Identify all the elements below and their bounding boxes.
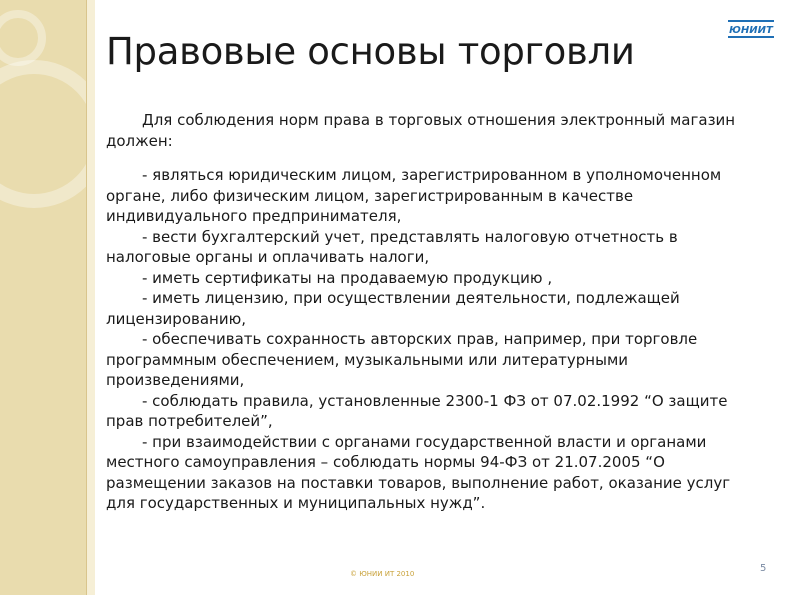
decorative-side-band	[0, 0, 86, 595]
slide-body	[106, 110, 746, 514]
list-item: - являться юридическим лицом, зарегистрированном в уполномоченном органе, либо физическим лицом, зарегистрированным в качестве индивидуального предпринимателя,	[106, 166, 722, 225]
logo-text: ЮНИИТ	[729, 25, 773, 36]
intro-paragraph: Для соблюдения норм права в торговых отношения электронный магазин должен:	[106, 111, 736, 150]
list-item: - иметь сертификаты на продаваемую продукцию ,	[142, 268, 553, 287]
page-number: 5	[760, 563, 767, 574]
slide-title: Правовые основы торговли	[106, 30, 635, 73]
decorative-band-edge	[86, 0, 95, 595]
list-item: - при взаимодействии с органами государственной власти и органами местного самоуправления – соблюдать нормы 94-ФЗ от 21.07.2005 “О размещении заказов на поставки товаров, выполнение работ, оказание услуг для государственных и муниципальных нужд”.	[106, 432, 731, 512]
copyright-footer: © ЮНИИ ИТ 2010	[350, 570, 415, 578]
list-item: - вести бухгалтерский учет, представлять налоговую отчетность в налоговые органы и оплачивать налоги,	[106, 227, 678, 266]
list-item: - обеспечивать сохранность авторских прав, например, при торговле программным обеспечением, музыкальными или литературными произведениями,	[106, 330, 698, 389]
decorative-ring	[0, 60, 86, 208]
list-item: - иметь лицензию, при осуществлении деятельности, подлежащей лицензированию,	[106, 289, 680, 328]
list-item: - соблюдать правила, установленные 2300-1 ФЗ от 07.02.1992 “О защите прав потребителей”,	[106, 391, 728, 430]
decorative-ring-small	[0, 10, 46, 66]
logo-icon	[726, 18, 776, 40]
